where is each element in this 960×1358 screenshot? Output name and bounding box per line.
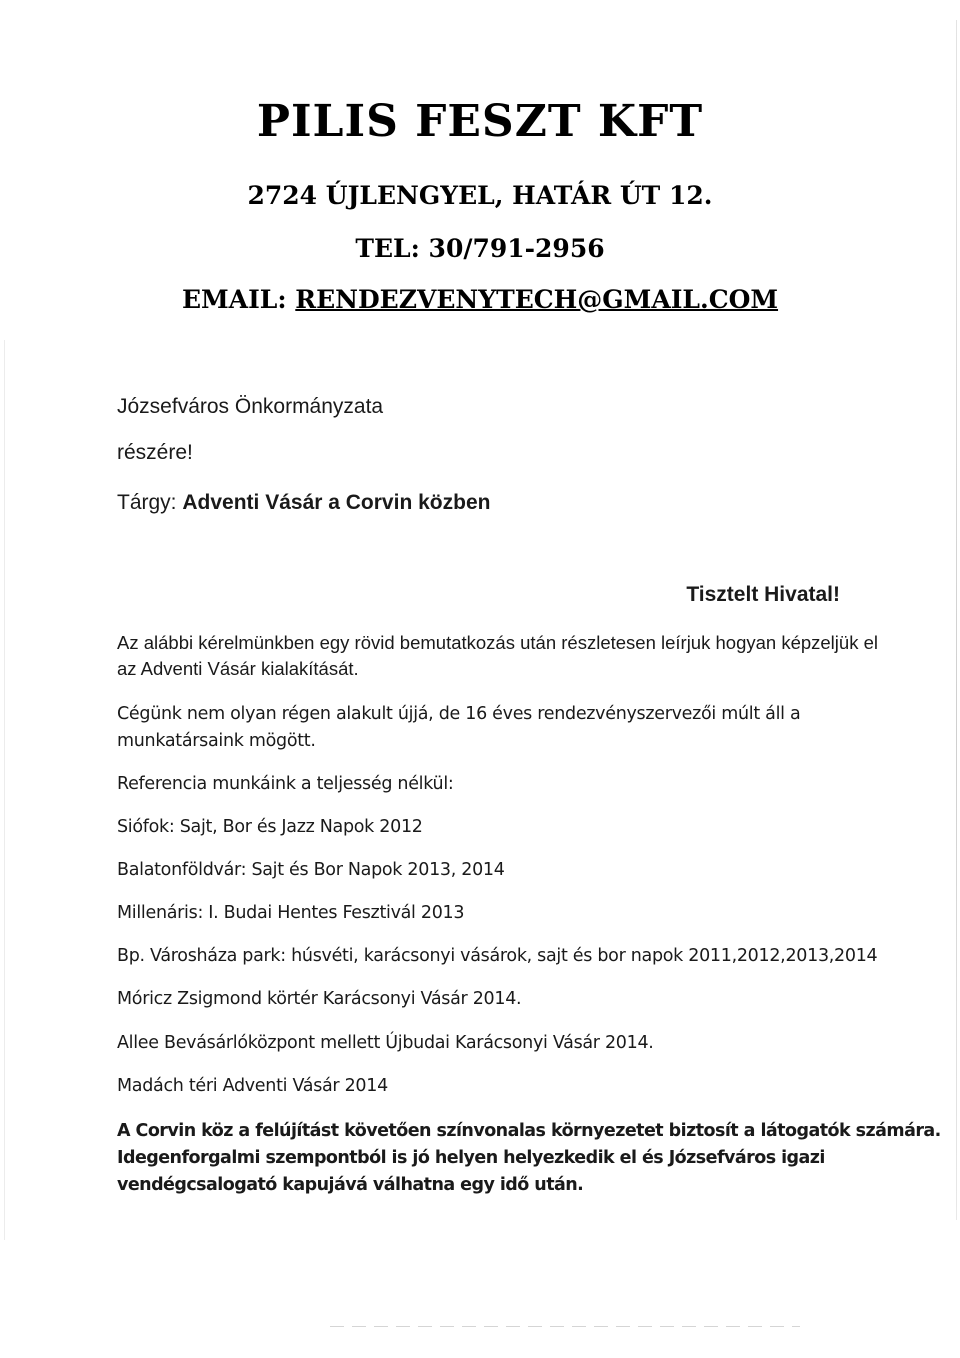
company-email-line [0, 285, 960, 314]
subject-label: Tárgy: [117, 491, 183, 514]
reference-item: Móricz Zsigmond körtér Karácsonyi Vásár 2014. [117, 989, 522, 1009]
closing-line-3: vendégcsalogató kapujává válhatna egy idő után. [117, 1175, 584, 1195]
reference-item: Balatonföldvár: Sajt és Bor Napok 2013, 2014 [117, 860, 505, 880]
intro-line-2: az Adventi Vásár kialakítását. [117, 658, 359, 679]
reference-item: Siófok: Sajt, Bor és Jazz Napok 2012 [117, 817, 423, 837]
closing-line-1: A Corvin köz a felújítást követően színvonalas környezetet biztosít a látogatók számára. [117, 1121, 941, 1141]
company-address: 2724 ÚJLENGYEL, HATÁR ÚT 12. [247, 181, 713, 210]
references-heading: Referencia munkáink a teljesség nélkül: [117, 774, 454, 794]
reference-item: Millenáris: I. Budai Hentes Fesztivál 2013 [117, 903, 465, 923]
email-address: RENDEZVENYTECH@GMAIL.COM [295, 285, 779, 314]
scan-edge-left [4, 340, 5, 1240]
company-paragraph-line-2: munkatársaink mögött. [117, 731, 316, 751]
company-paragraph-line-1: Cégünk nem olyan régen alakult újjá, de 16 éves rendezvényszervezői múlt áll a [117, 704, 801, 724]
subject-text: Adventi Vásár a Corvin közben [182, 491, 491, 514]
company-phone: TEL: 30/791-2956 [355, 234, 605, 263]
scan-edge-bottom [330, 1326, 800, 1327]
intro-line-1: Az alábbi kérelmünkben egy rövid bemutatkozás után részletesen leírjuk hogyan képzeljük el [117, 632, 878, 653]
subject-line [117, 491, 490, 515]
recipient-line-2: részére! [117, 441, 193, 464]
closing-line-2: Idegenforgalmi szempontból is jó helyen helyezkedik el és Józsefváros igazi [117, 1148, 825, 1168]
recipient-line-1: Józsefváros Önkormányzata [117, 395, 384, 418]
company-name: PILIS FESZT KFT [256, 96, 704, 147]
email-label: EMAIL: [181, 285, 296, 314]
reference-item: Bp. Városháza park: húsvéti, karácsonyi vásárok, sajt és bor napok 2011,2012,2013,2014 [117, 946, 878, 966]
greeting: Tisztelt Hivatal! [686, 583, 840, 606]
reference-item: Madách téri Adventi Vásár 2014 [117, 1076, 388, 1096]
reference-item: Allee Bevásárlóközpont mellett Újbudai Karácsonyi Vásár 2014. [117, 1033, 654, 1053]
